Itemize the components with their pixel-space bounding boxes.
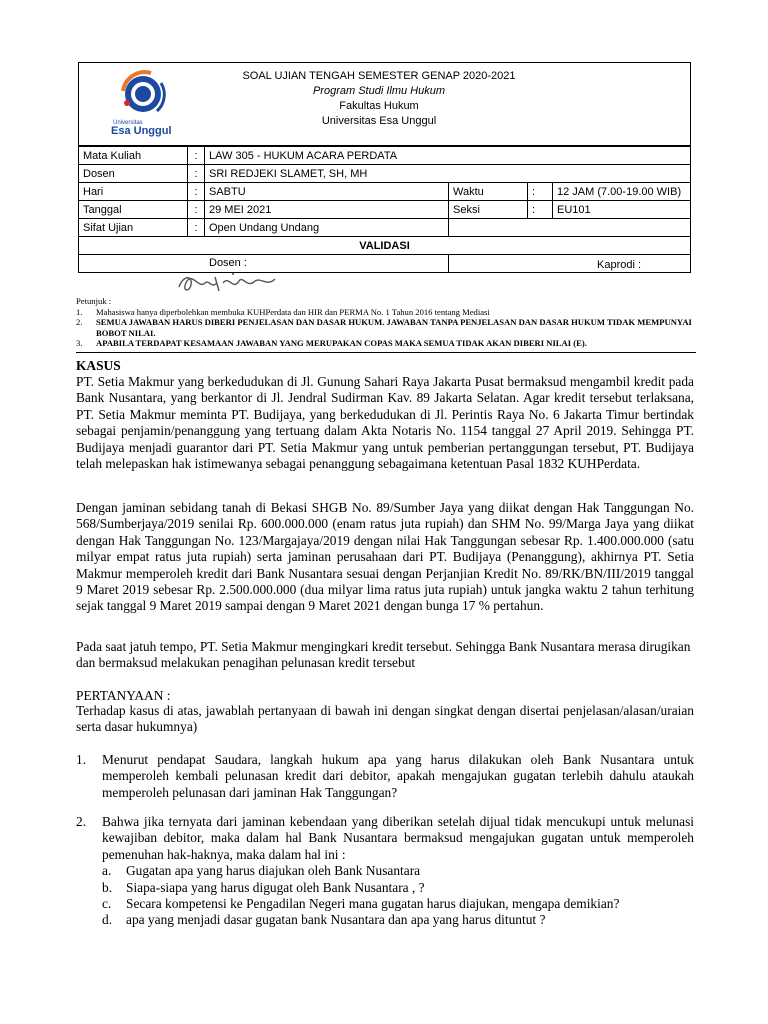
sifat-ujian-label: Sifat Ujian <box>79 219 188 237</box>
dosen-label: Dosen <box>79 165 188 183</box>
colon: : <box>188 183 205 201</box>
instruction-number: 1. <box>76 306 83 317</box>
dosen-value: SRI REDJEKI SLAMET, SH, MH <box>205 165 691 183</box>
program-name: Program Studi Ilmu Hukum <box>312 85 446 97</box>
exam-info-table <box>78 146 691 273</box>
sub-question <box>102 896 694 912</box>
pertanyaan-intro: Terhadap kasus di atas, jawablah pertanyaan di bawah ini dengan singkat dengan disertai penjelasan/alasan/uraian serta dasar hukumnya) <box>76 703 694 735</box>
faculty-name: Fakultas Hukum <box>339 100 419 112</box>
sub-question-list <box>102 863 694 929</box>
colon: : <box>528 183 553 201</box>
mata-kuliah-value: LAW 305 - HUKUM ACARA PERDATA <box>205 147 691 165</box>
kaprodi-signature-cell <box>449 255 691 273</box>
question-text: Bahwa jika ternyata dari jaminan kebendaan yang diberikan setelah dijual tidak mencukupi untuk melunasi kewajiban debitor, maka dalam hal Bank Nusantara bermaksud mengajukan gugatan untuk memperoleh pemenuhan hak-haknya, maka dalam hal ini : <box>102 814 694 862</box>
sub-question-text: Secara kompetensi ke Pengadilan Negeri mana gugatan harus diajukan, mengapa demikian? <box>126 896 620 912</box>
sub-question <box>102 912 694 928</box>
question-text: Menurut pendapat Saudara, langkah hukum apa yang harus dilakukan oleh Bank Nusantara untuk memperoleh kembali pelunasan kredit dari debitor, apakah mengajukan gugatan terlebih dahulu ataukah memperoleh pelunasan dari jaminan Hak Tanggungan? <box>102 752 694 800</box>
instruction-number: 2. <box>76 317 83 328</box>
logo-small-text: Universitas <box>113 120 143 126</box>
row-sifat-ujian <box>79 219 691 237</box>
pertanyaan-heading: PERTANYAAN : <box>76 688 171 703</box>
question-1 <box>76 752 694 801</box>
tanggal-label: Tanggal <box>79 201 188 219</box>
kaprodi-label: Kaprodi : <box>597 258 642 271</box>
waktu-value: 12 JAM (7.00-19.00 WIB) <box>553 183 691 201</box>
colon: : <box>188 201 205 219</box>
university-logo <box>105 69 175 137</box>
instructions <box>76 296 696 349</box>
signature-icon <box>175 269 285 297</box>
seksi-label: Seksi <box>449 201 528 219</box>
colon: : <box>188 165 205 183</box>
seksi-value: EU101 <box>553 201 691 219</box>
logo-name: Esa Unggul <box>111 125 172 137</box>
instruction-text: APABILA TERDAPAT KESAMAAN JAWABAN YANG MERUPAKAN COPAS MAKA SEMUA TIDAK AKAN DIBERI NILAI (E). <box>96 338 587 349</box>
row-signatures <box>79 255 691 273</box>
header-titles <box>229 69 529 129</box>
esa-unggul-logo-icon <box>105 69 175 137</box>
instructions-title: Petunjuk : <box>76 296 112 306</box>
colon: : <box>528 201 553 219</box>
row-tanggal <box>79 201 691 219</box>
instruction-item <box>76 317 696 338</box>
question-number: 1. <box>76 752 87 767</box>
kasus-heading: KASUS <box>76 358 121 373</box>
instruction-item <box>76 307 696 318</box>
kasus-paragraph-3: Pada saat jatuh tempo, PT. Setia Makmur mengingkari kredit tersebut. Sehingga Bank Nusantara merasa dirugikan dan bermaksud melakukan penagihan pelunasan kredit tersebut <box>76 639 691 671</box>
tanggal-value: 29 MEI 2021 <box>205 201 449 219</box>
sub-question-letter: c. <box>102 896 112 912</box>
row-mata-kuliah <box>79 147 691 165</box>
kasus-paragraph-2: Dengan jaminan sebidang tanah di Bekasi SHGB No. 89/Sumber Jaya yang diikat dengan Hak Tanggungan No. 568/Sumberjaya/2019 senilai Rp. 600.000.000 (enam ratus juta rupiah) dan SHM No. 99/Marga Jaya yang diikat dengan Hak Tanggungan No. 123/Margajaya/2019 dengan nilai Hak Tanggungan sebesar Rp. 1.400.000.000 (satu milyar empat ratus juta rupiah) serta jaminan perusahaan dari PT. Budijaya (Penanggung), akhirnya PT. Setia Makmur memperoleh kredit dari Bank Nusantara sesuai dengan Perjanjian Kredit No. 89/RK/BN/III/2019 tanggal 9 Maret 2019 sebesar Rp. 2.500.000.000 (dua milyar lima ratus juta rupiah) untuk jangka waktu 2 tahun terhitung sejak tanggal 9 Maret 2019 sampai dengan 9 Maret 2021 dengan bunga 17 % pertahun. <box>76 500 694 614</box>
sub-question-text: Gugatan apa yang harus diajukan oleh Bank Nusantara <box>126 863 421 879</box>
instruction-text: SEMUA JAWABAN HARUS DIBERI PENJELASAN DAN DASAR HUKUM. JAWABAN TANPA PENJELASAN DAN DASAR HUKUM TIDAK MEMPUNYAI BOBOT NILAI. <box>96 317 692 338</box>
instruction-item <box>76 338 696 349</box>
dosen-signature-cell <box>79 255 449 273</box>
hari-value: SABTU <box>205 183 449 201</box>
divider <box>76 352 696 353</box>
sub-question-letter: a. <box>102 863 112 879</box>
empty-cell <box>449 219 691 237</box>
dosen-sign-label: Dosen : <box>209 257 247 269</box>
exam-title: SOAL UJIAN TENGAH SEMESTER GENAP 2020-2021 <box>242 70 516 82</box>
question-2 <box>76 814 694 929</box>
instruction-text: Mahasiswa hanya diperbolehkan membuka KUHPerdata dan HIR dan PERMA No. 1 Tahun 2016 tentang Mediasi <box>96 306 490 317</box>
row-dosen <box>79 165 691 183</box>
sub-question-letter: d. <box>102 912 113 928</box>
row-validasi <box>79 237 691 255</box>
waktu-label: Waktu <box>449 183 528 201</box>
validasi-heading: VALIDASI <box>79 237 691 255</box>
instruction-number: 3. <box>76 338 83 349</box>
mata-kuliah-label: Mata Kuliah <box>79 147 188 165</box>
colon: : <box>188 219 205 237</box>
sub-question-letter: b. <box>102 879 113 895</box>
university-name: Universitas Esa Unggul <box>321 115 437 127</box>
hari-label: Hari <box>79 183 188 201</box>
row-hari <box>79 183 691 201</box>
sub-question <box>102 863 694 879</box>
sub-question-text: Siapa-siapa yang harus digugat oleh Bank Nusantara , ? <box>126 879 425 895</box>
colon: : <box>188 147 205 165</box>
sifat-ujian-value: Open Undang Undang <box>205 219 449 237</box>
sub-question-text: apa yang menjadi dasar gugatan bank Nusantara dan apa yang harus dituntut ? <box>126 912 546 928</box>
kasus-paragraph-1: PT. Setia Makmur yang berkedudukan di Jl. Gunung Sahari Raya Jakarta Pusat bermaksud mengambil kredit pada Bank Nusantara, yang berkantor di Jl. Jendral Sudirman Kav. 89 Jakarta Selatan. Agar kredit tersebut terlaksana, PT. Setia Makmur meminta PT. Budijaya, yang berkedudukan di Jl. Perintis Raya No. 6 Jakarta Timur bertindak sebagai penjamin/penanggung yang tertuang dalam Akta Notaris No. 1154 tanggal 27 April 2019. Sehingga PT. Budijaya menjadi guarantor dari PT. Setia Makmur yang untuk pemberian pertanggungan tersebut, PT. Budijaya telah melepaskan hak istimewanya sebagai penanggung sebagaimana ketentuan Pasal 1832 KUHPerdata. <box>76 374 694 472</box>
sub-question <box>102 880 694 896</box>
question-number: 2. <box>76 814 87 829</box>
exam-header <box>78 62 691 146</box>
